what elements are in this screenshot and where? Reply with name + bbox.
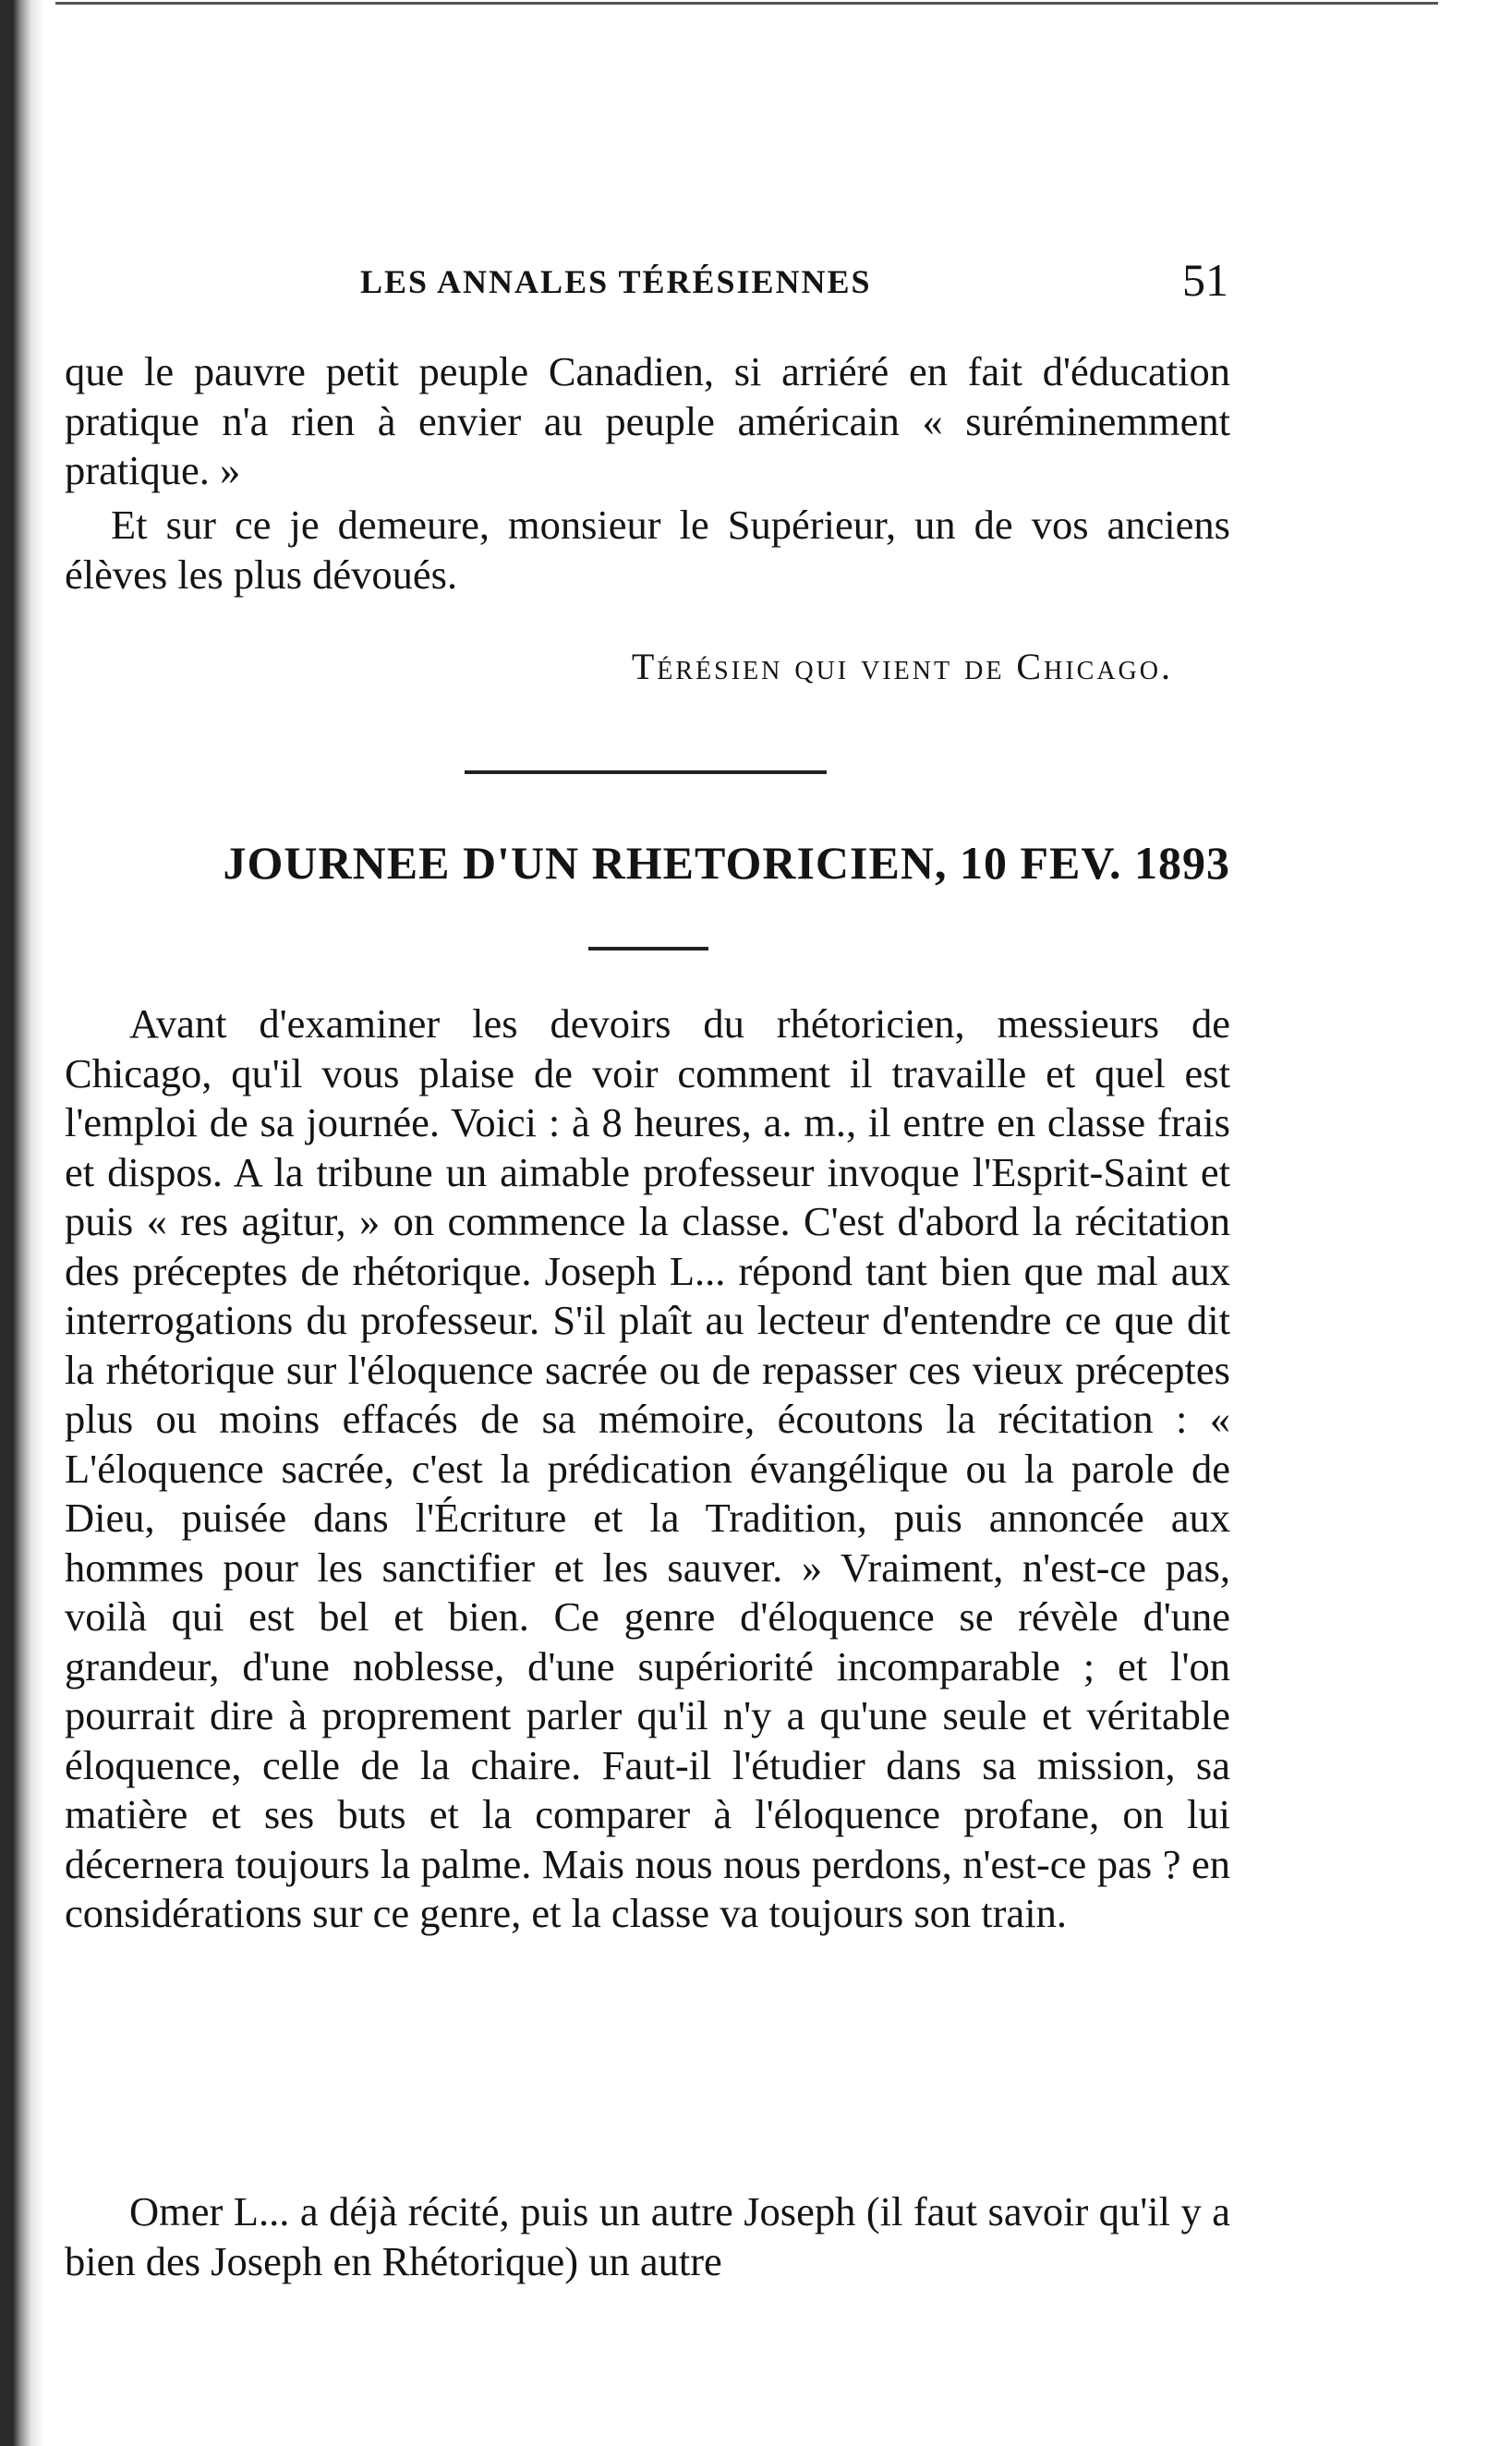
running-title: LES ANNALES TÉRÉSIENNES (360, 263, 872, 300)
letter-signature: Térésien qui vient de Chicago. (631, 646, 1173, 687)
scan-top-edge (55, 2, 1438, 5)
scan-binding-edge (0, 0, 44, 2446)
paragraph-continuation: que le pauvre petit peuple Canadien, si arriéré en fait d'éducation pratique n'a rien à envier au peuple américain « suréminemment pratique. » (65, 348, 1230, 493)
paragraph-final: Omer L... a déjà récité, puis un autre Joseph (il faut savoir qu'il y a bien des Joseph en Rhétorique) un autre (65, 2188, 1230, 2284)
heading-underline-rule (588, 947, 708, 951)
paragraph-closing: Et sur ce je demeure, monsieur le Supérieur, un de vos anciens élèves les plus dévoués. (65, 502, 1230, 598)
paragraph-body: Avant d'examiner les devoirs du rhétoricien, messieurs de Chicago, qu'il vous plaise de voir comment il travaille et quel est l'emploi de sa journée. Voici : à 8 heures, a. m., il entre en classe frais et dispos. A la tribune un aimable professeur invoque l'Esprit-Saint et puis « res agitur, » on commence la classe. C'est d'abord la récitation des préceptes de rhétorique. Joseph L... répond tant bien que mal aux interrogations du professeur. S'il plaît au lecteur d'entendre ce que dit la rhétorique sur l'éloquence sacrée ou de repasser ces vieux préceptes plus ou moins effacés de sa mémoire, écoutons la récitation : « L'éloquence sacrée, c'est la prédication évangélique ou la parole de Dieu, puisée dans l'Écriture et la Tradition, puis annoncée aux hommes pour les sanctifier et les sauver. » Vraiment, n'est-ce pas, voilà qui est bel et bien. Ce genre d'éloquence se révèle d'une grandeur, d'une noblesse, d'une supériorité incomparable ; et l'on pourrait dire à proprement parler qu'il n'y a qu'une seule et véritable éloquence, celle de la chaire. Faut-il l'étudier dans sa mission, sa matière et ses buts et la comparer à l'éloquence profane, on lui décernera toujours la palme. Mais nous nous perdons, n'est-ce pas ? en considérations sur ce genre, et la classe va toujours son train. (65, 1000, 1230, 1936)
section-heading: JOURNEE D'UN RHETORICIEN, 10 FEV. 1893 (223, 837, 1230, 889)
running-header (360, 254, 1228, 312)
section-divider-rule (465, 770, 827, 774)
page-number: 51 (1182, 254, 1228, 306)
